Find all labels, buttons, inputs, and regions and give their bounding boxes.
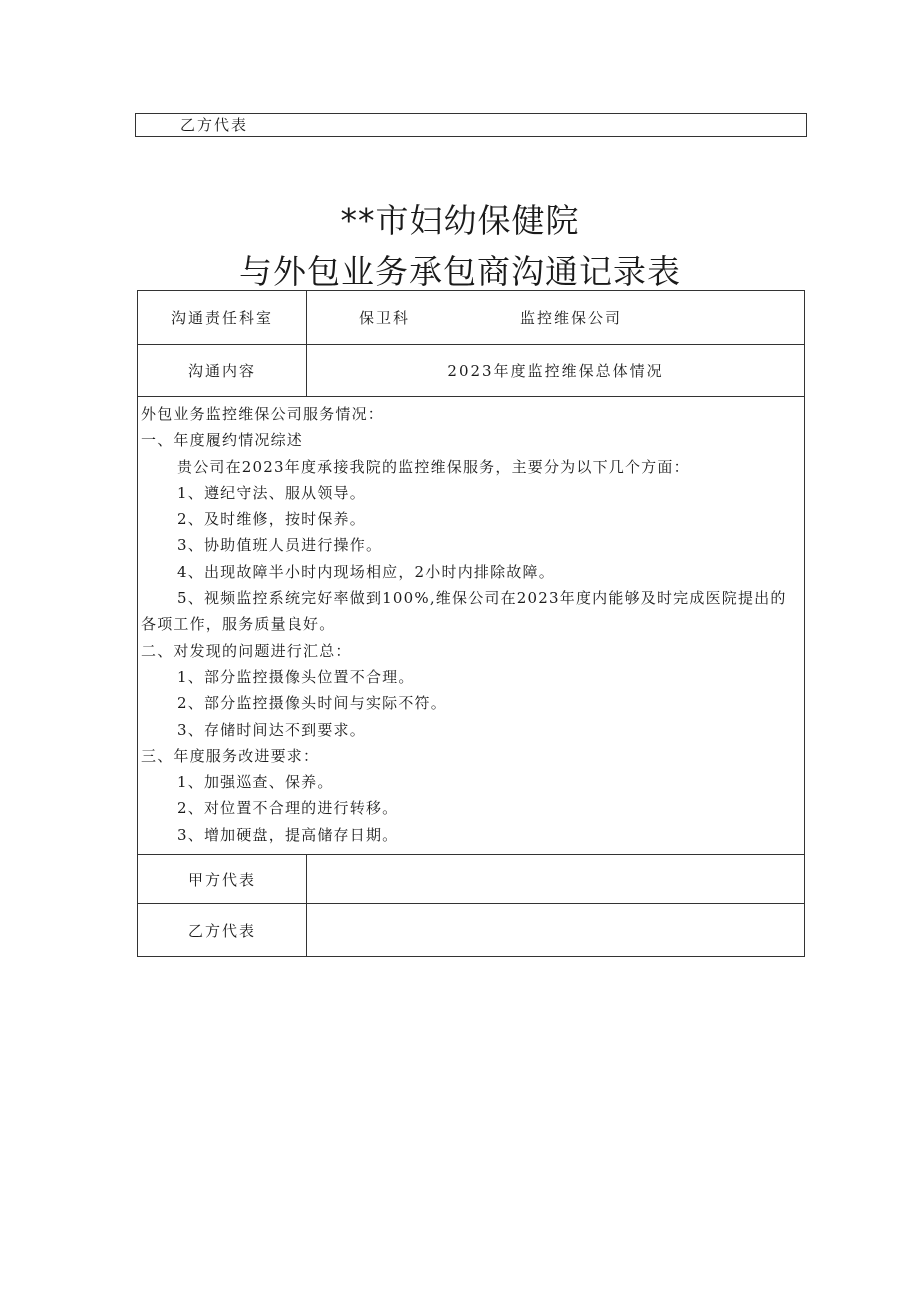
section1-intro: 贵公司在2023年度承接我院的监控维保服务，主要分为以下几个方面：: [177, 457, 690, 476]
content-value: 2023年度监控维保总体情况: [447, 362, 664, 380]
section2-item: 2、部分监控摄像头时间与实际不符。: [177, 694, 447, 713]
top-party-b-label: 乙方代表: [180, 116, 249, 134]
party-a-field[interactable]: [307, 855, 804, 903]
section3-item: 1、加强巡查、保养。: [177, 773, 334, 792]
body-heading: 外包业务监控维保公司服务情况：: [141, 405, 385, 423]
content-row: [138, 345, 804, 397]
body-text[interactable]: [138, 397, 804, 854]
section3-title: 三、年度服务改进要求：: [141, 746, 320, 765]
section3-item: 3、增加硬盘，提高储存日期。: [177, 825, 399, 844]
top-party-b-strip: [135, 113, 807, 137]
section1-title: 一、年度履约情况综述: [141, 431, 304, 450]
section1-item: 4、出现故障半小时内现场相应，2小时内排除故障。: [177, 562, 555, 581]
company-value: 监控维保公司: [520, 309, 623, 327]
dept-value: 保卫科: [359, 309, 411, 327]
page-title-line1: **市妇幼保健院: [340, 201, 580, 240]
party-b-field[interactable]: [307, 904, 804, 956]
communication-record-table: [137, 290, 805, 957]
dept-value-cell[interactable]: [307, 291, 804, 344]
section1-item: 2、及时维修，按时保养。: [177, 510, 366, 529]
section2-item: 3、存储时间达不到要求。: [177, 720, 366, 739]
dept-row: [138, 291, 804, 345]
body-row: [138, 397, 804, 855]
section1-item: 1、遵纪守法、服从领导。: [177, 483, 366, 502]
section2-item: 1、部分监控摄像头位置不合理。: [177, 667, 415, 686]
dept-label: 沟通责任科室: [138, 291, 307, 344]
content-value-cell[interactable]: [307, 345, 804, 396]
party-a-row: [138, 855, 804, 904]
page-title-line2: 与外包业务承包商沟通记录表: [239, 252, 681, 291]
section2-title: 二、对发现的问题进行汇总：: [141, 641, 352, 660]
section1-item: 5、视频监控系统完好率做到100%,维保公司在2023年度内能够及时完成医院提出的各项工作，服务质量良好。: [141, 589, 787, 634]
section3-item: 2、对位置不合理的进行转移。: [177, 799, 399, 818]
party-b-row: [138, 904, 804, 956]
party-b-label: 乙方代表: [138, 904, 307, 956]
content-label: 沟通内容: [138, 345, 307, 396]
party-a-label: 甲方代表: [138, 855, 307, 903]
section1-item: 3、协助值班人员进行操作。: [177, 536, 383, 555]
